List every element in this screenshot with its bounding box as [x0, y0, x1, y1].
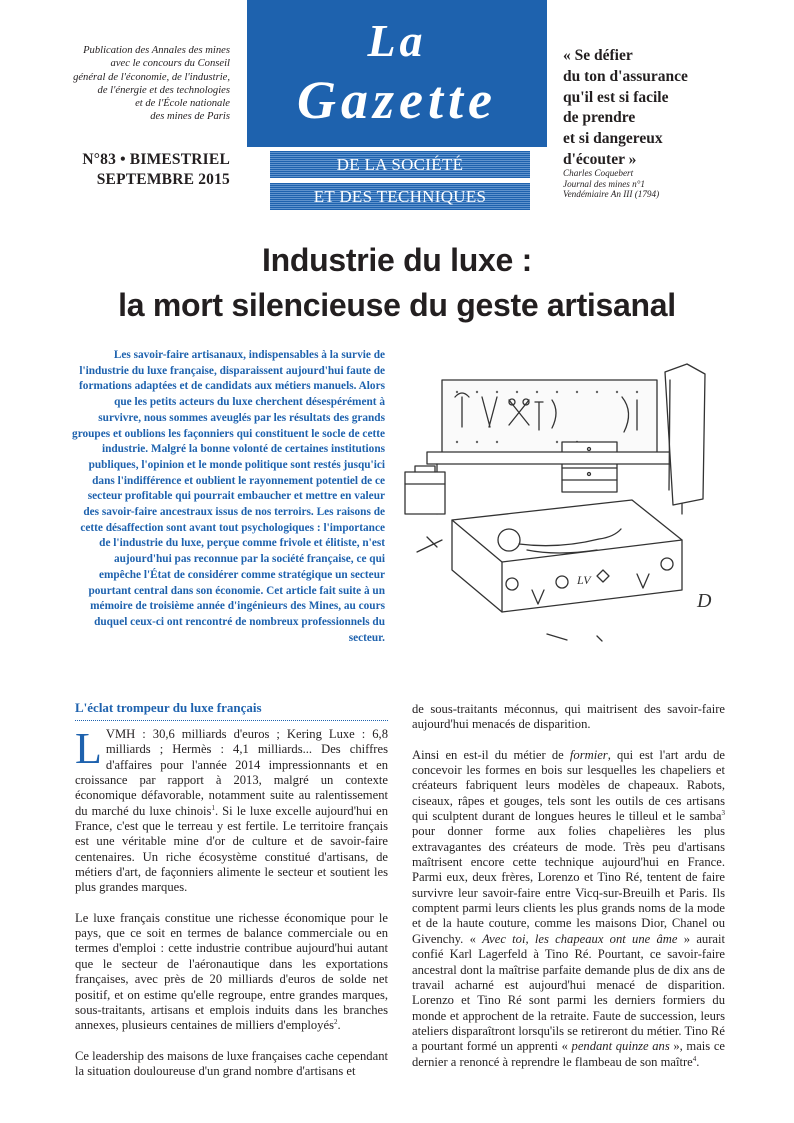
column-right	[412, 702, 725, 1085]
article-lead: Les savoir-faire artisanaux, indispensables à la survie de l'industrie du luxe française, disparaissent aujourd'hui faute de formations adaptées et de candidats aux métiers manuels. Alors que les petits acteurs du luxe cherchent désespérément à survivre, nous sommes aveuglés par les résultats des grands groupes et oublions les façonniers qui constituent le socle de cette industrie. Malgré la bonne volonté de certaines institutions publiques, l'opinion et le monde politique sont restés jusqu'ici dans l'indifférence et oublient le rayonnement potentiel de ce secteur profitable qui pourrait embaucher et mettre en valeur des savoir-faire ancestraux issus de nos terroirs. Les raisons de cette désaffection sont avant tout psychologiques : l'importance de l'industrie du luxe, perçue comme frivole et élitiste, n'est aujourd'hui pas reconnue par la société française, ce qui empêche l'État de considérer comme stratégique un secteur pourtant central dans son économie. Cet article fait suite à un mémoire de troisième année d'ingénieurs des Mines, au cours duquel ceux-ci ont rencontré de nombreux professionnels du secteur.	[72, 349, 385, 644]
drop-cap: L	[75, 724, 102, 773]
paragraph-text: .	[696, 1054, 700, 1069]
quote-line: qu'il est si facile	[563, 88, 669, 106]
paragraph-text: VMH : 30,6 milliards d'euros ; Kering Luxe : 6,8 milliards ; Hermès : 4,1 milliards... Des chiffres d'affaires pour l'année 2014 impressionnants et en croissance par rapport à 2013, malgré un contexte économique défavorable, notamment suite au ralentissement du marché du luxe chinois	[75, 727, 388, 818]
paragraph-text: pour donner forme aux folies chapelières les plus extravagantes des créateurs de mode. Très peu d'artisans maîtrisent encore cette technique aujourd'hui en France. Parmi eux, deux frères, Lorenzo et Tino Ré, tentent de faire survivre leur savoir-faire entre Vicq-sur-Breuilh et Paris. Ils comptent parmi leurs clients les plus grands noms de la mode et de la haute couture, comme les maisons Dior, Chanel ou Givenchy. «	[412, 824, 725, 946]
epigraph-quote	[563, 46, 763, 171]
paragraph	[75, 724, 388, 896]
footnote-ref: 2	[333, 1018, 338, 1026]
masthead-la: La	[367, 15, 427, 66]
quote-source-line: Charles Coquebert	[563, 168, 634, 178]
masthead-gazette: Gazette	[297, 70, 497, 130]
paragraph-text: .	[337, 1018, 341, 1033]
column-left	[75, 724, 388, 1094]
footnote-ref: 4	[692, 1054, 697, 1063]
paragraph-text: », mais ce dernier a renoncé à reprendre le flambeau de son maître	[412, 1039, 726, 1069]
quote-line: « Se défier	[563, 47, 633, 64]
quote-line: du ton d'assurance	[563, 67, 688, 85]
publication-note-line: général de l'économie, de l'industrie,	[73, 71, 230, 83]
publication-note-line: de l'énergie et des technologies	[97, 84, 230, 96]
quotation: pendant quinze ans	[571, 1039, 670, 1054]
issue-number: N°83 • BIMESTRIEL	[82, 151, 230, 168]
paragraph-text: . Si le luxe excelle aujourd'hui en France, c'est que le terreau y est fertile. Le territoire français est une véritable mine d'or de culture et de savoir-faire centenaires. Un riche écosystème constitué d'artisans, de métiers d'art, de façonniers alimente le secteur et soutient les plus grandes marques.	[75, 803, 388, 895]
paragraph: de sous-traitants méconnus, qui maitrisent des savoir-faire aujourd'hui menacés de disparition.	[412, 702, 725, 732]
paragraph-text: Le luxe français constitue une richesse économique pour le pays, que ce soit en termes de balance commerciale ou en termes d'emploi : cette industrie contribue aujourd'hui autant que le secteur de l'aéronautique dans les exportations françaises, avec près de 20 milliards d'euros de solde net positif, et on estime qu'elle regroupe, entre grandes marques, sous-traitants, artisans et emplois induits dans les branches annexes, plusieurs centaines de milliers d'employés	[75, 910, 388, 1033]
article-title-line1: Industrie du luxe :	[262, 242, 532, 278]
issue-date: SEPTEMBRE 2015	[96, 171, 230, 188]
masthead-subtitle-line1: DE LA SOCIÉTÉ	[270, 151, 530, 178]
quote-line: de prendre	[563, 109, 636, 127]
publication-note	[40, 44, 230, 124]
quote-source-line: Vendémiaire An III (1794)	[563, 189, 660, 199]
paragraph: Ce leadership des maisons de luxe françaises cache cependant la situation douloureuse d'un grand nombre d'artisans et	[75, 1048, 388, 1078]
paragraph-text: » aurait confié Karl Lagerfeld à Tino Ré. Pourtant, ce savoir-faire ancestral dont la maîtrise parfaite demande plus de dix ans de travail acharné est aujourd'hui menacé de disparition. Lorenzo et Tino Ré sont parmi les derniers formiers du monde et approchent de la retraite. Faute de succession, leurs ateliers disparaîtront lorsqu'ils se retireront du métier. Tino Ré a pourtant formé un apprenti «	[412, 931, 725, 1054]
masthead-logo	[247, 0, 547, 147]
publication-note-line: des mines de Paris	[150, 111, 230, 123]
illustration-signature: D	[697, 590, 712, 612]
paragraph	[412, 748, 725, 1070]
paragraph-text: Ainsi en est-il du métier de	[412, 747, 570, 762]
publication-note-line: et de l'École nationale	[135, 98, 230, 110]
section-heading: L'éclat trompeur du luxe français	[75, 700, 388, 721]
masthead-subtitle-line2: ET DES TECHNIQUES	[270, 183, 530, 210]
paragraph-text: , qui est l'art ardu de concevoir les formes en bois sur lesquelles les chapeliers et créateurs fabriquent leurs modèles de chapeaux. Rabots, ciseaux, râpes et gouges, tels sont les outils de ces artisans qui sculptent durant de longues heures le tilleul et le samba	[412, 747, 725, 824]
quotation: Avec toi, les chapeaux ont une âme	[482, 931, 678, 946]
quote-line: et si dangereux	[563, 130, 663, 148]
quote-line: d'écouter »	[563, 150, 637, 168]
publication-note-line: avec le concours du Conseil	[110, 58, 230, 70]
quote-source-line: Journal des mines n°1	[563, 178, 646, 189]
footnote-ref: 3	[721, 808, 725, 817]
publication-note-line: Publication des Annales des mines	[83, 45, 230, 56]
quote-source	[563, 168, 763, 200]
footnote-ref: 1	[211, 803, 215, 812]
paragraph	[75, 911, 388, 1034]
issue-info	[40, 150, 230, 190]
illustration-bag-letters: LV	[577, 573, 591, 587]
emphasis: formier	[569, 747, 608, 762]
article-title-line2: la mort silencieuse du geste artisanal	[118, 287, 676, 323]
workshop-illustration	[397, 352, 722, 652]
